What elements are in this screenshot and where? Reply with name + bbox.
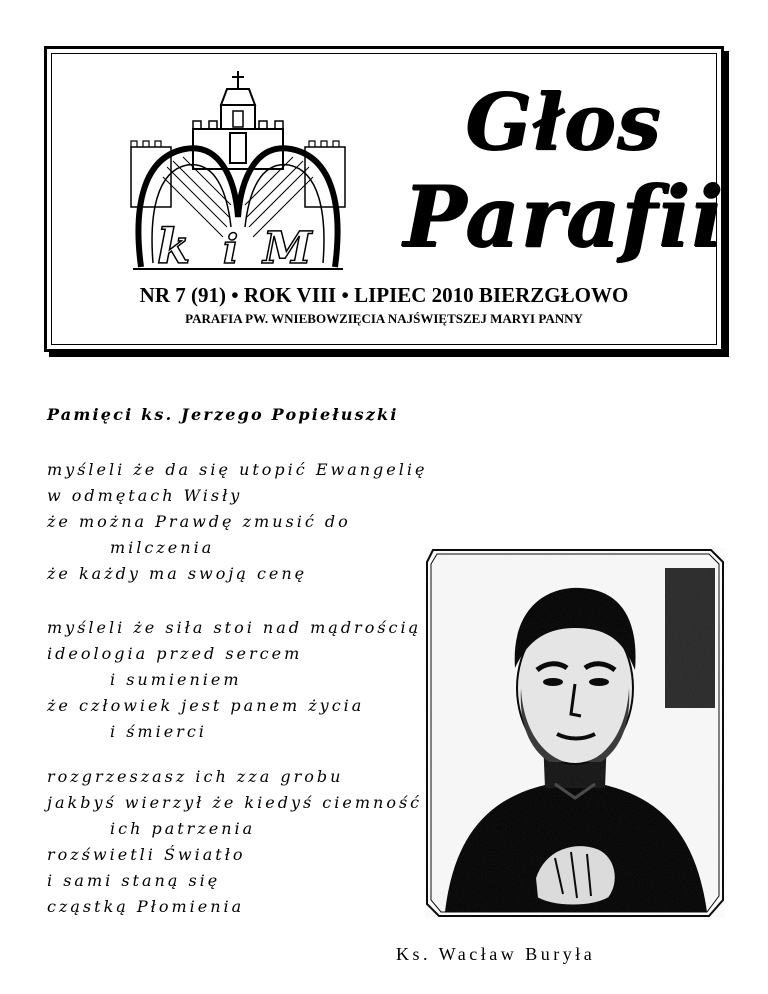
poem-line: że człowiek jest panem życia — [47, 696, 365, 715]
issue-line: NR 7 (91) • ROK VIII • LIPIEC 2010 BIERZGŁOWO — [139, 283, 629, 307]
poem-line: milczenia — [110, 538, 215, 557]
poem-line: rozświetli Światło — [47, 845, 246, 864]
masthead — [44, 46, 724, 352]
poem-stanza-1 — [47, 457, 427, 587]
poem-line: myśleli że da się utopić Ewangelię — [47, 460, 428, 479]
poem-author: Ks. Wacław Buryła — [396, 944, 596, 964]
magazine-title-line1: Głos — [465, 77, 662, 168]
poem-stanza-3 — [47, 764, 422, 920]
magazine-title-line2: Parafii — [403, 167, 724, 266]
poem-line: i sumieniem — [110, 670, 242, 689]
poem-line: rozgrzeszasz ich zza grobu — [47, 767, 344, 786]
portrait-photo — [425, 548, 725, 918]
poem-line: i sami staną się — [47, 871, 221, 890]
svg-text:k: k — [157, 219, 191, 275]
parish-line: PARAFIA PW. WNIEBOWZIĘCIA NAJŚWIĘTSZEJ MARYI PANNY — [185, 311, 583, 326]
poem-line: jakbyś wierzył że kiedyś ciemność — [47, 793, 423, 812]
poem-line: ideologia przed sercem — [47, 644, 303, 663]
svg-text:i: i — [223, 226, 239, 273]
svg-text:M: M — [263, 223, 312, 274]
poem-line: że można Prawdę zmusić do — [47, 512, 351, 531]
poem-title: Pamięci ks. Jerzego Popiełuszki — [47, 405, 399, 424]
poem-line: i śmierci — [110, 722, 207, 741]
poem-stanza-2 — [47, 615, 421, 745]
poem-line: w odmętach Wisły — [47, 486, 243, 505]
poem-line: cząstką Płomienia — [47, 897, 245, 916]
poem-line: że każdy ma swoją cenę — [47, 564, 308, 583]
poem-line: myśleli że siła stoi nad mądrością — [47, 618, 422, 637]
church-monogram-logo — [123, 67, 353, 277]
poem-line: ich patrzenia — [110, 819, 256, 838]
